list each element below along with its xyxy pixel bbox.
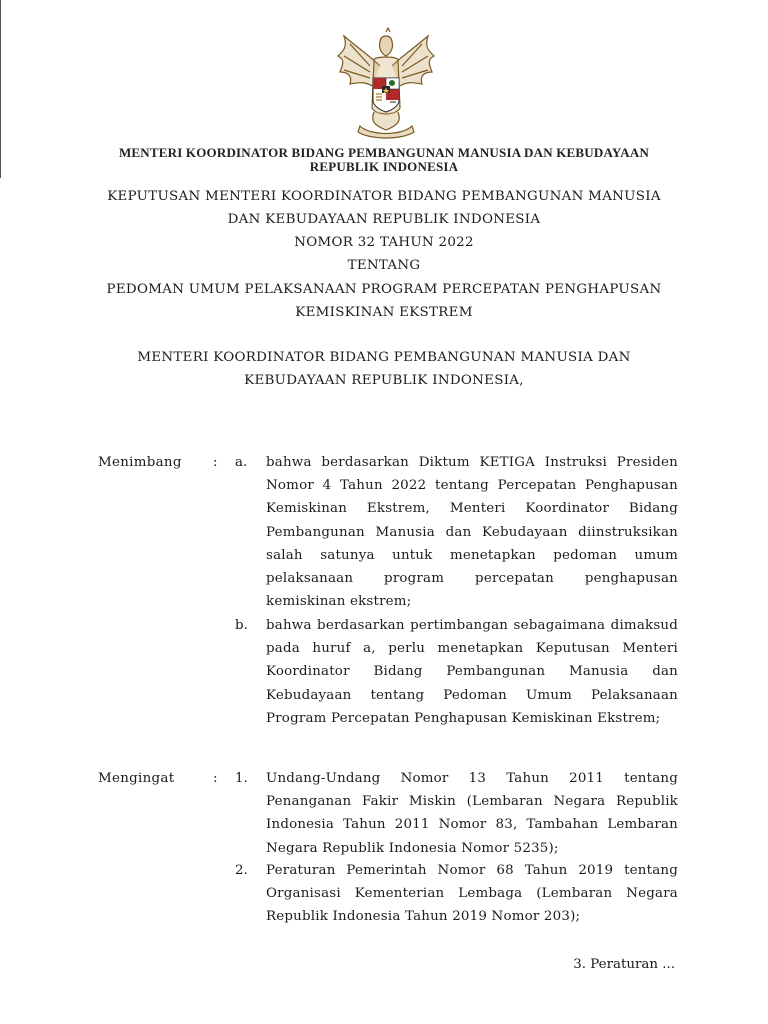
mengingat-label: Mengingat [98, 771, 175, 786]
mengingat-item-marker: 1. [235, 771, 248, 786]
mengingat-colon: : [213, 771, 218, 786]
issuer-line2: KEBUDAYAAN REPUBLIK INDONESIA, [244, 373, 524, 388]
ministry-header-line2: REPUBLIK INDONESIA [309, 159, 459, 174]
decree-subject-line1: PEDOMAN UMUM PELAKSANAAN PROGRAM PERCEPATAN PENGHAPUSAN [106, 282, 662, 297]
garuda-emblem-icon [330, 26, 442, 140]
ministry-header-line1: MENTERI KOORDINATOR BIDANG PEMBANGUNAN MANUSIA DAN KEBUDAYAAN [118, 145, 650, 160]
mengingat-item-marker: 2. [235, 863, 248, 878]
menimbang-colon: : [213, 455, 218, 470]
decree-subject-line2: KEMISKINAN EKSTREM [295, 305, 473, 320]
page-continuation: 3. Peraturan ... [573, 957, 675, 972]
issuer-line1: MENTERI KOORDINATOR BIDANG PEMBANGUNAN MANUSIA DAN [137, 350, 631, 365]
decree-title-line2: DAN KEBUDAYAAN REPUBLIK INDONESIA [227, 212, 541, 227]
menimbang-label: Menimbang [98, 455, 182, 470]
mengingat-item-text: Undang-Undang Nomor 13 Tahun 2011 tentang Penanganan Fakir Miskin (Lembaran Negara Republik Indonesia Tahun 2011 Nomor 83, Tambahan Lembaran Negara Republik Indonesia Nomor 5235); [266, 771, 678, 856]
menimbang-item-marker: a. [235, 455, 248, 470]
decree-about: TENTANG [347, 258, 421, 273]
menimbang-item-text: bahwa berdasarkan pertimbangan sebagaimana dimaksud pada huruf a, perlu menetapkan Keputusan Menteri Koordinator Bidang Pembangunan Manusia dan Kebudayaan tentang Pedoman Umum Pelaksanaan Program Percepatan Penghapusan Kemiskinan Ekstrem; [266, 618, 678, 726]
decree-title-line1: KEPUTUSAN MENTERI KOORDINATOR BIDANG PEMBANGUNAN MANUSIA [107, 189, 661, 204]
mengingat-item-text: Peraturan Pemerintah Nomor 68 Tahun 2019 tentang Organisasi Kementerian Lembaga (Lembaran Negara Republik Indonesia Tahun 2019 Nomor 203); [266, 863, 678, 925]
menimbang-item-text: bahwa berdasarkan Diktum KETIGA Instruksi Presiden Nomor 4 Tahun 2022 tentang Percepatan Penghapusan Kemiskinan Ekstrem, Menteri Koordinator Bidang Pembangunan Manusia dan Kebudayaan diinstruksikan salah satunya untuk menetapkan pedoman umum pelaksanaan program percepatan penghapusan kemiskinan ekstrem; [266, 455, 678, 610]
menimbang-item-marker: b. [235, 618, 248, 633]
decree-number: NOMOR 32 TAHUN 2022 [294, 235, 474, 250]
